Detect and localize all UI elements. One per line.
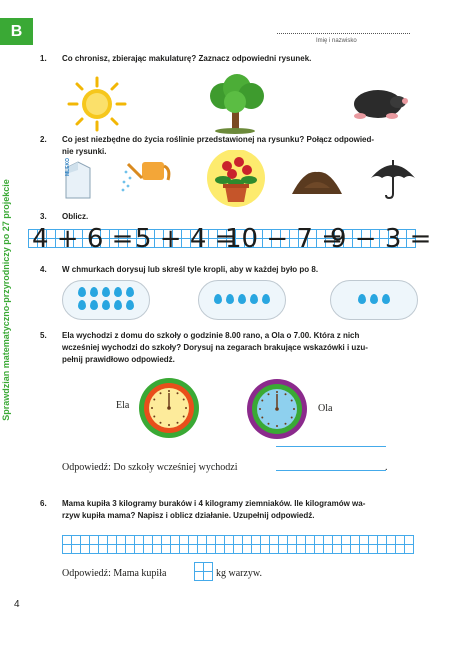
- raindrop: [358, 294, 366, 304]
- badge-letter: B: [10, 22, 23, 40]
- question-6: [40, 498, 422, 522]
- calc-2: 5 + 4 =: [135, 224, 237, 254]
- watering-can-image[interactable]: [120, 156, 172, 196]
- question-text-cont: nie rysunki.: [62, 147, 107, 156]
- raindrop: [238, 294, 246, 304]
- question-text-cont: wcześniej wychodzi do szkoły? Dorysuj na zegarach brakujące wskazówki i uzu-: [62, 343, 368, 352]
- raindrop: [78, 300, 86, 310]
- clock-left[interactable]: [138, 377, 200, 439]
- question-text: Co chronisz, zbierając makulaturę? Zaznacz odpowiedni rysunek.: [62, 54, 312, 63]
- raindrop: [126, 287, 134, 297]
- raindrop: [90, 300, 98, 310]
- answer-6-suffix: kg warzyw.: [216, 568, 263, 579]
- answer-6-box[interactable]: [194, 562, 213, 581]
- work-grid[interactable]: [62, 535, 414, 554]
- question-5: [40, 330, 422, 366]
- mole-image[interactable]: [348, 80, 412, 124]
- section-badge: [0, 18, 33, 45]
- tree-image[interactable]: [205, 74, 267, 134]
- raindrop: [102, 287, 110, 297]
- name-label: Imię i nazwisko: [316, 38, 357, 44]
- question-text: Ela wychodzi z domu do szkoły o godzinie 8.00 rano, a Ola o 7.00. Która z nich: [62, 331, 360, 340]
- calc-4: 9 − 3 =: [330, 224, 432, 254]
- clock-right[interactable]: [246, 378, 308, 440]
- cloud-3[interactable]: [330, 280, 418, 320]
- question-number: 6.: [40, 499, 47, 508]
- question-number: 5.: [40, 331, 47, 340]
- name-field[interactable]: [277, 33, 410, 34]
- question-text-cont: rzyw kupiła mama? Napisz i oblicz działanie. Uzupełnij odpowiedź.: [62, 511, 315, 520]
- question-number: 4.: [40, 265, 47, 274]
- milk-label: MLEKO: [65, 157, 71, 176]
- raindrop: [90, 287, 98, 297]
- question-number: 3.: [40, 212, 47, 221]
- raindrop: [102, 300, 110, 310]
- answer-5-text: Odpowiedź: Do szkoły wcześniej wychodzi: [62, 462, 238, 473]
- clock-left-label: Ela: [116, 400, 130, 411]
- question-number: 1.: [40, 54, 47, 63]
- raindrop: [78, 287, 86, 297]
- calc-1: 4 + 6 =: [32, 224, 134, 254]
- page-number: 4: [14, 599, 20, 610]
- raindrop: [226, 294, 234, 304]
- question-text: W chmurkach dorysuj lub skreśl tyle kropli, aby w każdej było po 8.: [62, 265, 319, 274]
- answer-5-period: .: [385, 462, 388, 473]
- umbrella-image[interactable]: [368, 156, 418, 200]
- answer-6-text: Odpowiedź: Mama kupiła: [62, 568, 167, 579]
- raindrop: [114, 300, 122, 310]
- question-3: [40, 211, 89, 223]
- raindrop: [126, 300, 134, 310]
- raindrop: [370, 294, 378, 304]
- answer-5-field[interactable]: [276, 470, 386, 471]
- raindrop: [114, 287, 122, 297]
- raindrop: [214, 294, 222, 304]
- raindrop: [382, 294, 390, 304]
- flower-pot-image[interactable]: [205, 150, 267, 208]
- question-1: [40, 53, 432, 65]
- question-4: [40, 264, 319, 276]
- cloud-1[interactable]: [62, 280, 150, 320]
- soil-image[interactable]: [290, 166, 344, 196]
- raindrop: [250, 294, 258, 304]
- question-text-cont2: pełnij prawidłowo odpowiedź.: [62, 355, 175, 364]
- cloud-2[interactable]: [198, 280, 286, 320]
- calc-3: 10 − 7 =: [225, 224, 343, 254]
- raindrop: [262, 294, 270, 304]
- clock-right-label: Ola: [318, 403, 333, 414]
- question-text: Mama kupiła 3 kilogramy buraków i 4 kilogramy ziemniaków. Ile kilogramów wa-: [62, 499, 366, 508]
- question-text: Co jest niezbędne do życia roślinie przedstawionej na rysunku? Połącz odpowied-: [62, 135, 375, 144]
- question-text: Oblicz.: [62, 212, 89, 221]
- sun-image[interactable]: [66, 76, 128, 132]
- sidebar-text: Sprawdzian matematyczno-przyrodniczy po 27 projekcie: [1, 179, 11, 421]
- answer-line-top: [276, 446, 386, 447]
- question-number: 2.: [40, 135, 47, 144]
